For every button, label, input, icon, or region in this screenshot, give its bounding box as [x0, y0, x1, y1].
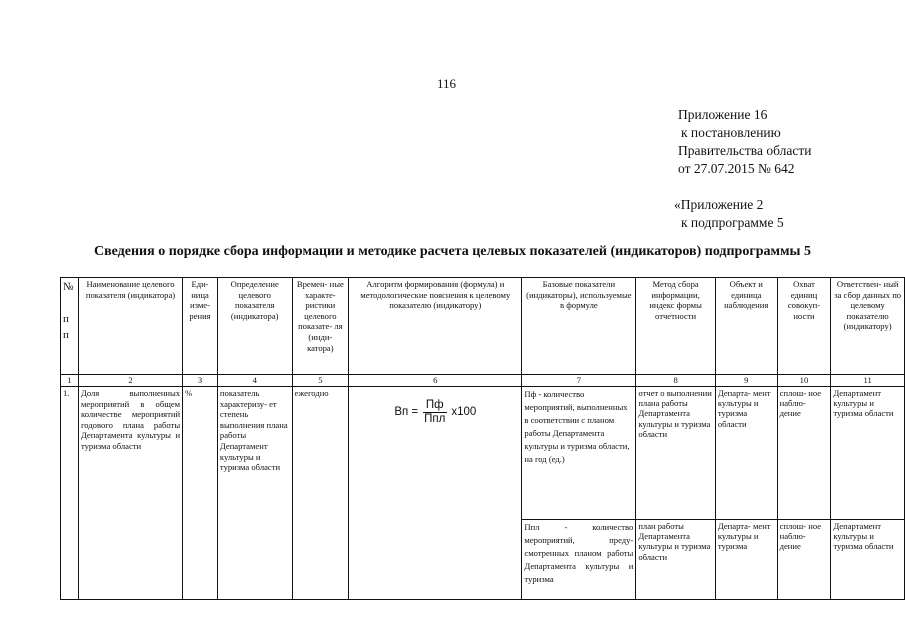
col-number: 1 — [61, 375, 79, 387]
header-cell: Ответствен- ный за сбор данных по целевому показателю (индикатору) — [831, 278, 905, 375]
definition-cell: показатель характеризу- ет степень выполнения плана работы Департамент культуры и туризма области — [217, 387, 292, 600]
header-cell: Объект и единица наблюдения — [715, 278, 777, 375]
method-cell: план работы Департамента культуры и туризма области — [636, 520, 716, 600]
header-cell: Охват единиц совокуп- ности — [777, 278, 831, 375]
appendix-block — [674, 106, 812, 232]
formula-fraction — [421, 400, 448, 424]
coverage-cell: сплош- ное наблю- дение — [777, 520, 831, 600]
col-number: 8 — [636, 375, 716, 387]
formula — [351, 400, 519, 424]
table-row — [61, 387, 905, 520]
object-cell: Департа- мент культуры и туризма области — [715, 387, 777, 520]
responsible-cell: Департамент культуры и туризма области — [831, 520, 905, 600]
appendix-line: «Приложение 2 — [674, 197, 764, 212]
table-header-row — [61, 278, 905, 375]
appendix-line: Правительства области — [678, 143, 812, 158]
col-number: 4 — [217, 375, 292, 387]
method-cell: отчет о выполнении плана работы Департамента культуры и туризма области — [636, 387, 716, 520]
document-title: Сведения о порядке сбора информации и методике расчета целевых показателей (индикаторов) подпрограммы 5 — [93, 244, 811, 259]
header-cell: Базовые показатели (индикаторы), используемые в формуле — [522, 278, 636, 375]
col-number: 7 — [522, 375, 636, 387]
formula-rhs: х100 — [451, 405, 477, 418]
responsible-cell: Департамент культуры и туризма области — [831, 387, 905, 520]
header-cell: № п п — [61, 278, 79, 375]
appendix-line: от 27.07.2015 № 642 — [678, 161, 795, 176]
header-cell: Наименование целевого показателя (индикатора) — [78, 278, 182, 375]
formula-numerator: Пф — [423, 400, 447, 413]
header-cell: Времен- ные характе- ристики целевого показате- ля (инди- катора) — [292, 278, 349, 375]
appendix-line: к подпрограмме 5 — [681, 215, 784, 230]
object-cell: Департа- мент культуры и туризма — [715, 520, 777, 600]
col-number: 2 — [78, 375, 182, 387]
unit-cell: % — [183, 387, 218, 600]
base-indicator-cell: Пф - количество мероприятий, выполненных в соответствии с планом работы Департамента культуры и туризма области, на год (ед.) — [522, 387, 636, 520]
time-cell: ежегодно — [292, 387, 349, 600]
appendix-line: к постановлению — [681, 125, 781, 140]
header-cell: Еди- ница изме- рения — [183, 278, 218, 375]
col-number: 5 — [292, 375, 349, 387]
col-number: 6 — [349, 375, 522, 387]
base-indicator-cell: Ппл - количество мероприятий, преду- смотренных планом работы Департамента культуры и туризма — [522, 520, 636, 600]
formula-lhs: Вп = — [394, 405, 419, 418]
col-number: 10 — [777, 375, 831, 387]
indicator-name: Доля выполненных мероприятий в общем количестве мероприятий годового плана работы Департамента культуры и туризма области — [78, 387, 182, 600]
coverage-cell: сплош- ное наблю- дение — [777, 387, 831, 520]
header-cell: Определение целевого показателя (индикатора) — [217, 278, 292, 375]
col-number: 9 — [715, 375, 777, 387]
col-number: 11 — [831, 375, 905, 387]
page-number: 116 — [437, 76, 457, 91]
column-numbers-row — [61, 375, 905, 387]
indicators-table — [60, 277, 905, 600]
header-cell: Метод сбора информации, индекс формы отчетности — [636, 278, 716, 375]
col-number: 3 — [183, 375, 218, 387]
header-cell: Алгоритм формирования (формула) и методологические пояснения к целевому показателю (индикатору) — [349, 278, 522, 375]
row-number: 1. — [61, 387, 79, 600]
formula-cell — [349, 387, 522, 600]
appendix-line: Приложение 16 — [678, 107, 768, 122]
formula-denominator: Ппл — [424, 412, 446, 425]
